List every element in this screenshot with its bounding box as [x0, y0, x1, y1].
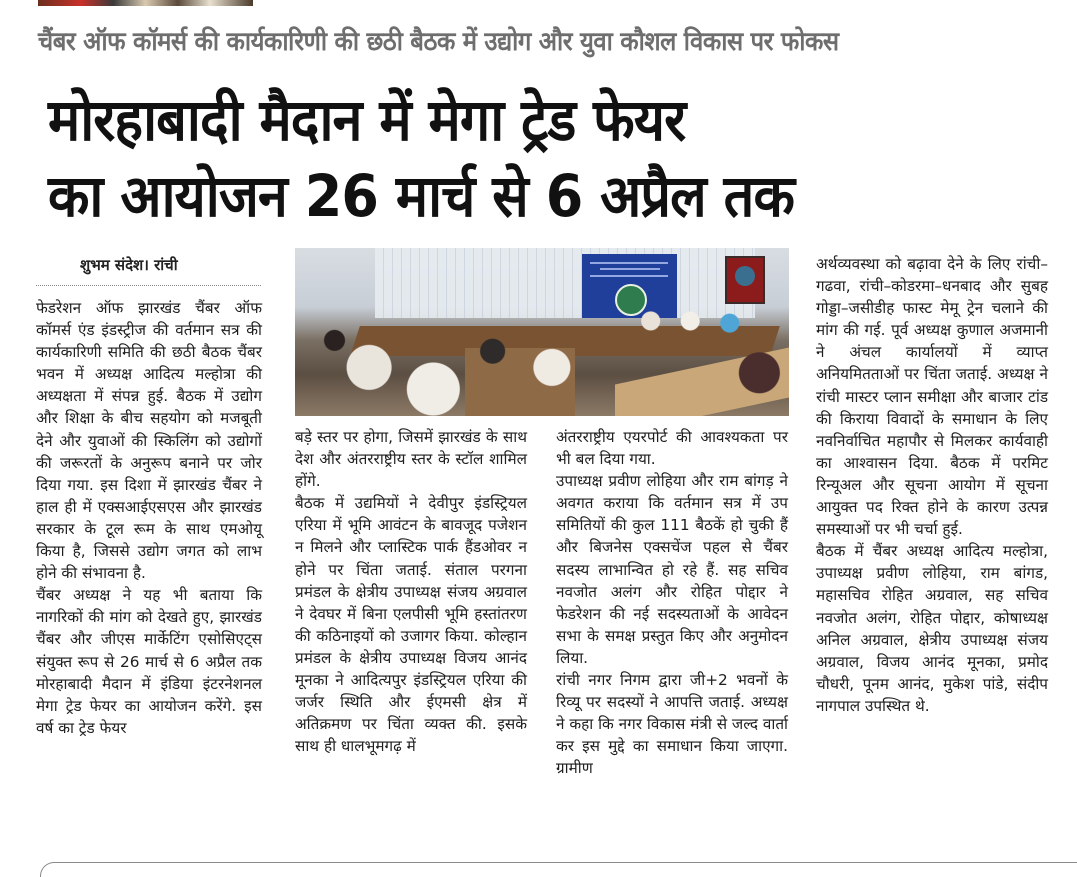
paragraph: रांची नगर निगम द्वारा जी+2 भवनों के रिव्यू पर सदस्यों ने आपत्ति जताई. अध्यक्ष ने कहा कि नगर विकास मंत्री से जल्द वार्ता कर इस मुद्दे का समाधान किया जाएगा. ग्रामीण [556, 671, 788, 778]
article-column-3 [556, 426, 788, 780]
article-column-2 [295, 426, 527, 757]
bottom-divider [40, 862, 1077, 877]
paragraph: बड़े स्तर पर होगा, जिसमें झारखंड के साथ देश और अंतरराष्ट्रीय स्तर के स्टॉल शामिल होंगे. [295, 428, 527, 491]
article-headline [48, 82, 978, 234]
headline-line-2: का आयोजन 26 मार्च से 6 अप्रैल तक [48, 162, 794, 230]
paragraph: फेडरेशन ऑफ झारखंड चैंबर ऑफ कॉमर्स एंड इंडस्ट्रीज की वर्तमान सत्र की कार्यकारिणी समिति की छठी बैठक चैंबर भवन में अध्यक्ष आदित्य मल्होत्रा की अध्यक्षता में संपन्न हुई. बैठक में उद्योग और शिक्षा के बीच सहयोग को मजबूती देने और युवाओं की स्किलिंग को उद्योगों की जरूरतों के अनुरूप बनाने पर जोर दिया गया. इस दिशा में झारखंड चैंबर ने हाल ही में एक्सआईएसएस और झारखंड सरकार के टूल रूम के साथ एमओयू किया है, जिससे उद्योग जगत को लाभ होने की संभावना है. [36, 299, 262, 583]
paragraph: उपाध्यक्ष प्रवीण लोहिया और राम बांगड़ ने अवगत कराया कि वर्तमान सत्र में उप समितियों की कुल 111 बैठकें हो चुकी हैं और बिजनेस एक्सचेंज पहल से चैंबर सदस्य लाभान्वित हो रहे हैं. सह सचिव नवजोत अलंग और रोहित पोद्दार ने फेडरेशन की नई सदस्यताओं के आवेदन सभा के समक्ष प्रस्तुत किए और अनुमोदन लिया. [556, 472, 788, 667]
photo-wall-frame [725, 256, 765, 304]
paragraph: अर्थव्यवस्था को बढ़ावा देने के लिए रांची–गढवा, रांची–कोडरमा–धनबाद और सुबह गोड्डा–जसीडीह फास्ट मेमू ट्रेन चलाने की मांग की गई. पूर्व अध्यक्ष कुणाल अजमानी ने अंचल कार्यालयों में व्याप्त अनियमितताओं पर चिंता जताई. अध्यक्ष ने रांची मास्टर प्लान समीक्षा और बाजार टांड की किराया विवादों के समाधान के लिए नवनिर्वाचित महापौर से मिलकर कार्यवाही का आश्वासन दिया. बैठक में परमिट रिन्यूअल और सूचना आयोग में सूचना आयुक्त पद रिक्त होने के कारण उत्पन्न समस्याओं पर भी चर्चा हुई. [816, 255, 1048, 539]
meeting-photo [295, 248, 789, 416]
paragraph: बैठक में चैंबर अध्यक्ष आदित्य मल्होत्रा, उपाध्यक्ष प्रवीण लोहिया, राम बांगड, महासचिव रोहित अग्रवाल, सह सचिव नवजोत अलंग, रोहित पोद्दार, कोषाध्यक्ष अनिल अग्रवाल, क्षेत्रीय उपाध्यक्ष संजय अग्रवाल, विजय आनंद मूनका, प्रमोद चौधरी, पूनम आनंद, मुकेश पांडे, संदीप नागपाल उपस्थित थे. [816, 542, 1048, 715]
article-kicker: चैंबर ऑफ कॉमर्स की कार्यकारिणी की छठी बैठक में उद्योग और युवा कौशल विकास पर फोकस [38, 27, 839, 57]
byline-divider [36, 285, 261, 286]
previous-article-photo-strip [38, 0, 253, 6]
photo-attendees [295, 308, 789, 416]
byline: शुभम संदेश। रांची [80, 256, 178, 274]
paragraph: बैठक में उद्यमियों ने देवीपुर इंडस्ट्रियल एरिया में भूमि आवंटन के बावजूद पजेशन न मिलने और प्लास्टिक पार्क हैंडओवर न होने पर चिंता जताई. संताल परगना प्रमंडल के क्षेत्रीय उपाध्यक्ष संजय अग्रवाल ने देवघर में बिना एलपीसी भूमि हस्तांतरण की कठिनाइयों को उजागर किया. कोल्हान प्रमंडल के क्षेत्रीय उपाध्यक्ष विजय आनंद मूनका ने आदित्यपुर इंडस्ट्रियल एरिया की जर्जर स्थिति और ईएमसी क्षेत्र में अतिक्रमण पर चिंता व्यक्त की. इसके साथ ही धालभूमगढ़ में [295, 494, 527, 756]
article-column-1 [36, 297, 262, 739]
paragraph: चैंबर अध्यक्ष ने यह भी बताया कि नागरिकों की मांग को देखते हुए, झारखंड चैंबर और जीएस मार्केटिंग एसोसिएट्स संयुक्त रूप से 26 मार्च से 6 अप्रैल तक मोरहाबादी मैदान में इंडिया इंटरनेशनल मेगा ट्रेड फेयर का आयोजन करेंगे. इस वर्ष का ट्रेड फेयर [36, 586, 262, 737]
headline-line-1: मोरहाबादी मैदान में मेगा ट्रेड फेयर [48, 86, 686, 154]
article-column-4 [816, 253, 1048, 717]
paragraph: अंतरराष्ट्रीय एयरपोर्ट की आवश्यकता पर भी बल दिया गया. [556, 428, 788, 469]
